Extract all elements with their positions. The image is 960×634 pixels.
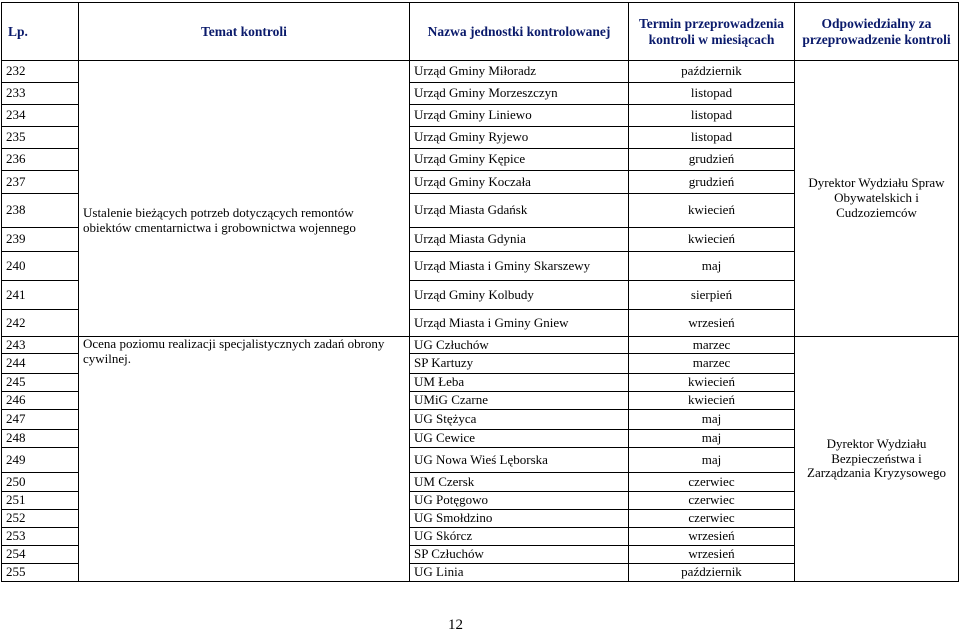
cell-unit: SP Kartuzy bbox=[410, 354, 629, 374]
cell-lp: 241 bbox=[2, 281, 79, 310]
cell-lp: 235 bbox=[2, 127, 79, 149]
cell-unit: Urząd Gminy Koczała bbox=[410, 171, 629, 194]
cell-unit: Urząd Miasta Gdańsk bbox=[410, 194, 629, 228]
header-topic: Temat kontroli bbox=[79, 3, 410, 61]
cell-lp: 246 bbox=[2, 392, 79, 410]
cell-unit: UG Potęgowo bbox=[410, 492, 629, 510]
cell-lp: 238 bbox=[2, 194, 79, 228]
cell-lp: 243 bbox=[2, 337, 79, 354]
cell-term: czerwiec bbox=[629, 510, 795, 528]
cell-term: kwiecień bbox=[629, 392, 795, 410]
topic-text: Ocena poziomu realizacji specjalistycznych zadań obrony cywilnej. bbox=[83, 336, 385, 366]
cell-unit: UG Skórcz bbox=[410, 528, 629, 546]
cell-unit: Urząd Gminy Miłoradz bbox=[410, 61, 629, 83]
cell-lp: 236 bbox=[2, 149, 79, 171]
cell-lp: 250 bbox=[2, 473, 79, 492]
cell-unit: UG Cewice bbox=[410, 430, 629, 448]
cell-term: maj bbox=[629, 410, 795, 430]
cell-term: grudzień bbox=[629, 149, 795, 171]
page-number: 12 bbox=[448, 617, 463, 633]
cell-unit: UG Smołdzino bbox=[410, 510, 629, 528]
cell-responsible: Dyrektor Wydziału Bezpieczeństwa i Zarządzania Kryzysowego bbox=[795, 337, 959, 582]
table-row bbox=[2, 61, 959, 83]
cell-unit: Urząd Gminy Ryjewo bbox=[410, 127, 629, 149]
cell-lp: 240 bbox=[2, 252, 79, 281]
cell-term: czerwiec bbox=[629, 473, 795, 492]
cell-unit: UMiG Czarne bbox=[410, 392, 629, 410]
cell-term: październik bbox=[629, 564, 795, 582]
cell-term: sierpień bbox=[629, 281, 795, 310]
inspection-table bbox=[1, 2, 959, 582]
cell-unit: UG Nowa Wieś Lęborska bbox=[410, 448, 629, 473]
cell-lp: 244 bbox=[2, 354, 79, 374]
cell-lp: 234 bbox=[2, 105, 79, 127]
cell-topic bbox=[79, 61, 410, 337]
cell-unit: UG Linia bbox=[410, 564, 629, 582]
cell-term: marzec bbox=[629, 337, 795, 354]
cell-lp: 247 bbox=[2, 410, 79, 430]
header-unit: Nazwa jednostki kontrolowanej bbox=[410, 3, 629, 61]
cell-term: marzec bbox=[629, 354, 795, 374]
cell-term: kwiecień bbox=[629, 374, 795, 392]
cell-lp: 245 bbox=[2, 374, 79, 392]
cell-term: listopad bbox=[629, 105, 795, 127]
cell-unit: Urząd Gminy Kolbudy bbox=[410, 281, 629, 310]
cell-unit: Urząd Gminy Liniewo bbox=[410, 105, 629, 127]
cell-lp: 242 bbox=[2, 310, 79, 337]
cell-term: listopad bbox=[629, 127, 795, 149]
cell-unit: Urząd Miasta i Gminy Gniew bbox=[410, 310, 629, 337]
cell-unit: UG Człuchów bbox=[410, 337, 629, 354]
table-body bbox=[2, 61, 959, 582]
cell-unit: UG Stężyca bbox=[410, 410, 629, 430]
cell-lp: 252 bbox=[2, 510, 79, 528]
header-term: Termin przeprowadzenia kontroli w miesiącach bbox=[629, 3, 795, 61]
cell-unit: Urząd Gminy Kępice bbox=[410, 149, 629, 171]
cell-term: wrzesień bbox=[629, 528, 795, 546]
header-lp: Lp. bbox=[2, 3, 79, 61]
cell-unit: Urząd Gminy Morzeszczyn bbox=[410, 83, 629, 105]
cell-unit: Urząd Miasta Gdynia bbox=[410, 228, 629, 252]
cell-lp: 237 bbox=[2, 171, 79, 194]
header-row bbox=[2, 3, 959, 61]
cell-term: kwiecień bbox=[629, 194, 795, 228]
topic-text: Ustalenie bieżących potrzeb dotyczących remontów obiektów cmentarnictwa i grobownictwa wojennego bbox=[83, 205, 356, 235]
cell-term: maj bbox=[629, 448, 795, 473]
cell-lp: 253 bbox=[2, 528, 79, 546]
cell-unit: UM Łeba bbox=[410, 374, 629, 392]
cell-unit: UM Czersk bbox=[410, 473, 629, 492]
cell-lp: 233 bbox=[2, 83, 79, 105]
cell-term: październik bbox=[629, 61, 795, 83]
cell-lp: 255 bbox=[2, 564, 79, 582]
table-row bbox=[2, 337, 959, 354]
cell-term: czerwiec bbox=[629, 492, 795, 510]
cell-lp: 254 bbox=[2, 546, 79, 564]
cell-responsible: Dyrektor Wydziału Spraw Obywatelskich i Cudzoziemców bbox=[795, 61, 959, 337]
cell-unit: Urząd Miasta i Gminy Skarszewy bbox=[410, 252, 629, 281]
cell-term: maj bbox=[629, 430, 795, 448]
cell-term: listopad bbox=[629, 83, 795, 105]
cell-lp: 251 bbox=[2, 492, 79, 510]
cell-term: wrzesień bbox=[629, 310, 795, 337]
cell-lp: 249 bbox=[2, 448, 79, 473]
cell-lp: 232 bbox=[2, 61, 79, 83]
cell-term: grudzień bbox=[629, 171, 795, 194]
cell-term: kwiecień bbox=[629, 228, 795, 252]
header-responsible: Odpowiedzialny za przeprowadzenie kontroli bbox=[795, 3, 959, 61]
cell-term: maj bbox=[629, 252, 795, 281]
cell-lp: 248 bbox=[2, 430, 79, 448]
cell-unit: SP Człuchów bbox=[410, 546, 629, 564]
cell-lp: 239 bbox=[2, 228, 79, 252]
cell-topic bbox=[79, 337, 410, 582]
cell-term: wrzesień bbox=[629, 546, 795, 564]
